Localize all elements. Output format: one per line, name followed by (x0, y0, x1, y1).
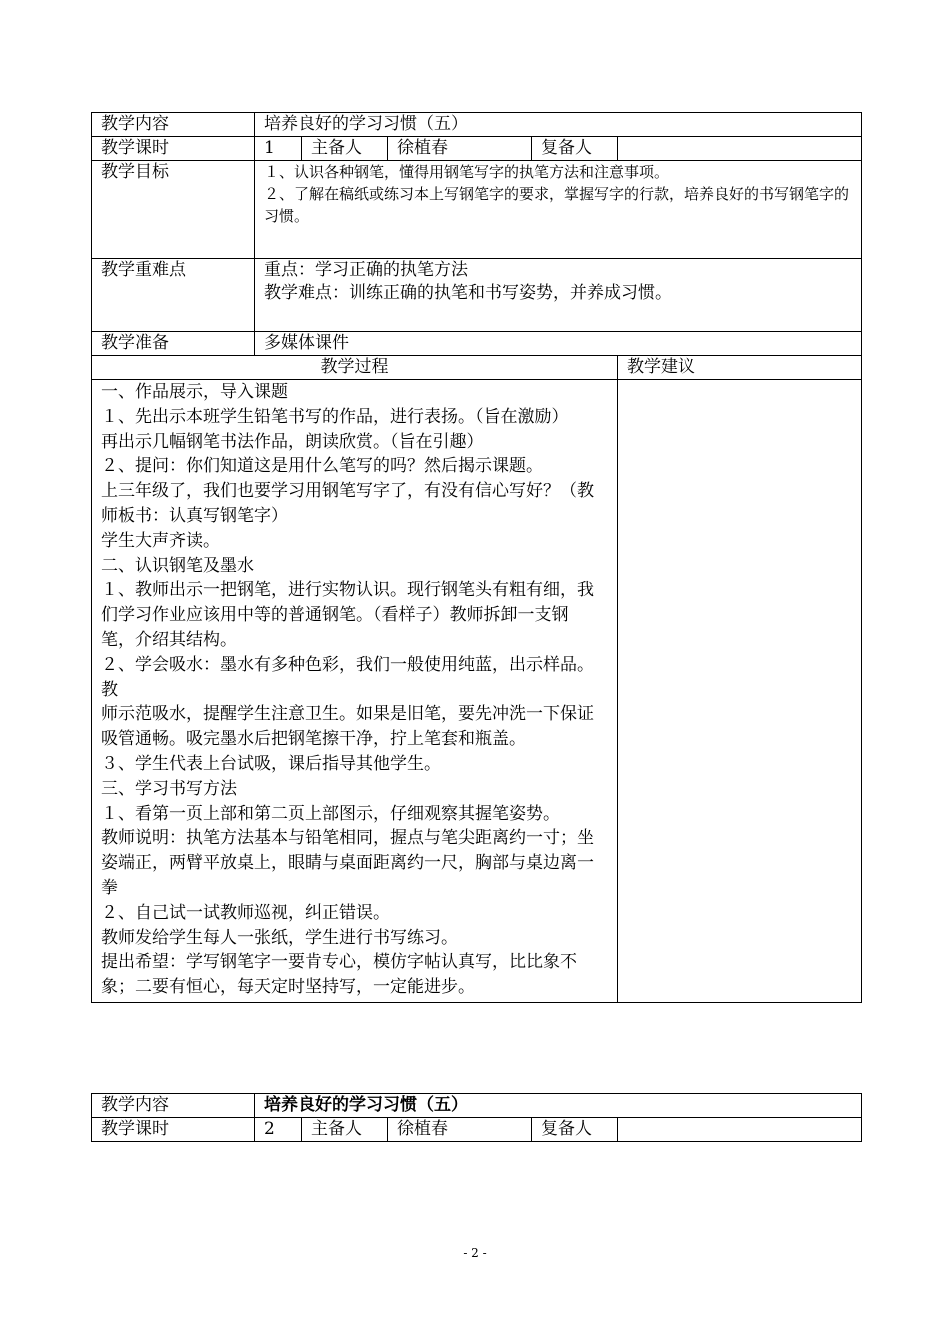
process-line: 姿端正，两臂平放桌上，眼睛与桌面距离约一尺，胸部与桌边离一 (101, 853, 594, 874)
process-line: 一、作品展示，导入课题 (101, 382, 288, 402)
process-line: ３、学生代表上台试吸，课后指导其他学生。 (101, 753, 441, 774)
key-point-line: 重点：学习正确的执笔方法 (264, 260, 468, 280)
preparation-row (92, 332, 862, 356)
page-number: - 2 - (463, 1246, 487, 1260)
goal-row (92, 161, 862, 259)
period-label: 教学课时 (92, 137, 255, 161)
content-label: 教学内容 (92, 113, 255, 137)
process-line: 提出希望：学写钢笔字一要肯专心，模仿字帖认真写，比比象不 (101, 952, 577, 973)
key-points-cell (255, 259, 862, 332)
process-line: １、看第一页上部和第二页上部图示，仔细观察其握笔姿势。 (101, 803, 560, 824)
period-row (92, 137, 862, 161)
co-preparer-value (618, 1118, 862, 1142)
period-value: 2 (255, 1118, 302, 1142)
period-value: 1 (255, 137, 302, 161)
goal-label: 教学目标 (92, 161, 255, 259)
process-line: 二、认识钢笔及墨水 (101, 555, 254, 576)
content-value: 培养良好的学习习惯（五） (255, 1094, 862, 1118)
main-preparer-label: 主备人 (302, 137, 388, 161)
difficulty-line: 教学难点：训练正确的执笔和书写姿势，并养成习惯。 (264, 283, 672, 303)
process-line: 们学习作业应该用中等的普通钢笔。（看样子）教师拆卸一支钢 (101, 605, 569, 626)
period-row (92, 1118, 862, 1142)
co-preparer-value (618, 137, 862, 161)
process-line: １、先出示本班学生铅笔书写的作品，进行表扬。（旨在激励） (101, 406, 569, 427)
process-line: 教师说明：执笔方法基本与铅笔相同，握点与笔尖距离约一寸；坐 (101, 828, 594, 849)
process-line: 教师发给学生每人一张纸，学生进行书写练习。 (101, 927, 458, 948)
co-preparer-label: 复备人 (532, 1118, 618, 1142)
main-preparer-value: 徐植春 (388, 137, 532, 161)
lesson-plan-table-2 (91, 1093, 862, 1142)
preparation-value: 多媒体课件 (255, 332, 862, 356)
process-header: 教学过程 (92, 356, 618, 380)
process-line: 三、学习书写方法 (101, 778, 237, 799)
goal-line-2: ２、了解在稿纸或练习本上写钢笔字的要求，掌握写字的行款，培养良好的书写钢笔字的习惯。 (264, 185, 850, 225)
process-body-row (92, 380, 862, 1003)
process-line: 再出示几幅钢笔书法作品，朗读欣赏。（旨在引趣） (101, 431, 484, 452)
main-preparer-value: 徐植春 (388, 1118, 532, 1142)
content-row (92, 1094, 862, 1118)
content-label: 教学内容 (92, 1094, 255, 1118)
lesson-plan-table-1 (91, 112, 862, 1003)
process-line: １、教师出示一把钢笔，进行实物认识。现行钢笔头有粗有细，我 (101, 580, 594, 601)
process-line: 拳 (101, 877, 118, 898)
content-value: 培养良好的学习习惯（五） (255, 113, 862, 137)
process-line: 吸管通畅。吸完墨水后把钢笔擦干净，拧上笔套和瓶盖。 (101, 729, 526, 750)
process-line: 师示范吸水，提醒学生注意卫生。如果是旧笔，要先冲洗一下保证 (101, 704, 594, 725)
co-preparer-label: 复备人 (532, 137, 618, 161)
process-line: ２、自己试一试教师巡视，纠正错误。 (101, 902, 390, 923)
process-line: ２、提问：你们知道这是用什么笔写的吗？然后揭示课题。 (101, 456, 543, 477)
process-body-cell (92, 380, 618, 1003)
process-line: 师板书：认真写钢笔字） (101, 505, 288, 526)
goal-cell (255, 161, 862, 259)
process-line: 象；二要有恒心，每天定时坚持写，一定能进步。 (101, 977, 475, 998)
preparation-label: 教学准备 (92, 332, 255, 356)
period-label: 教学课时 (92, 1118, 255, 1142)
suggestion-cell (618, 380, 862, 1003)
process-line: 学生大声齐读。 (101, 530, 220, 551)
suggestion-header: 教学建议 (618, 356, 862, 380)
process-line: ２、学会吸水：墨水有多种色彩，我们一般使用纯蓝，出示样品。教 (101, 654, 594, 700)
goal-line-1: １、认识各种钢笔，懂得用钢笔写字的执笔方法和注意事项。 (264, 163, 670, 181)
key-points-row (92, 259, 862, 332)
content-row (92, 113, 862, 137)
key-points-label: 教学重难点 (92, 259, 255, 332)
process-header-row (92, 356, 862, 380)
process-line: 笔，介绍其结构。 (101, 629, 237, 650)
process-line: 上三年级了，我们也要学习用钢笔写字了，有没有信心写好？（教 (101, 481, 594, 502)
main-preparer-label: 主备人 (302, 1118, 388, 1142)
